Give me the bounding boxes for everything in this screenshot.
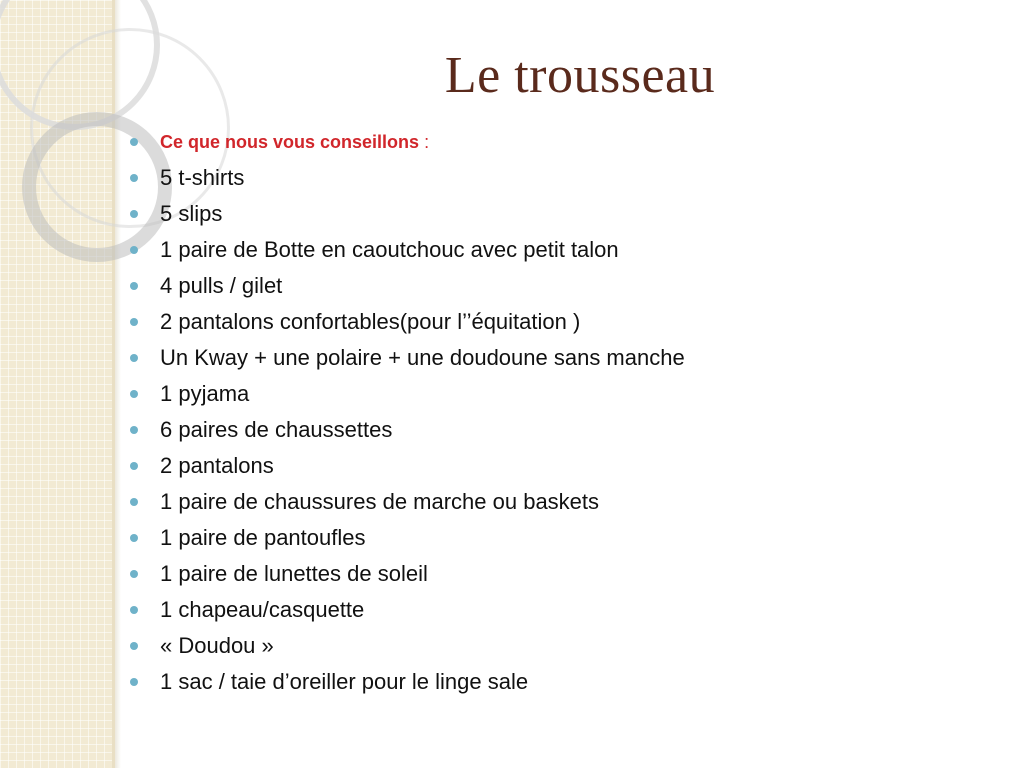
list-item bbox=[130, 448, 990, 484]
intro-item bbox=[130, 124, 990, 160]
list-item bbox=[130, 664, 990, 700]
list-item bbox=[130, 376, 990, 412]
list-item bbox=[130, 196, 990, 232]
list-item-text: 1 paire de chaussures de marche ou baskets bbox=[160, 489, 600, 514]
list-item-text: 1 paire de lunettes de soleil bbox=[160, 561, 428, 586]
bullet-icon bbox=[130, 138, 138, 146]
intro-label: Ce que nous vous conseillons bbox=[160, 132, 420, 152]
bullet-icon bbox=[130, 678, 138, 686]
bullet-icon bbox=[130, 210, 138, 218]
list-item-text: Un Kway + une polaire + une doudoune sans manche bbox=[160, 345, 685, 370]
list-item-text: 1 paire de pantoufles bbox=[160, 525, 366, 550]
intro-suffix: : bbox=[419, 132, 430, 152]
bullet-icon bbox=[130, 246, 138, 254]
list-item-text: 5 t-shirts bbox=[160, 165, 245, 190]
bullet-icon bbox=[130, 174, 138, 182]
bullet-icon bbox=[130, 534, 138, 542]
list-item-text: « Doudou » bbox=[160, 633, 274, 658]
list-item-text: 1 pyjama bbox=[160, 381, 250, 406]
list-item bbox=[130, 484, 990, 520]
bullet-icon bbox=[130, 426, 138, 434]
bullet-icon bbox=[130, 462, 138, 470]
list-item bbox=[130, 412, 990, 448]
list-item-text: 5 slips bbox=[160, 201, 223, 226]
bullet-icon bbox=[130, 570, 138, 578]
bullet-icon bbox=[130, 498, 138, 506]
list-item-text: 6 paires de chaussettes bbox=[160, 417, 393, 442]
bullet-icon bbox=[130, 606, 138, 614]
list-item bbox=[130, 628, 990, 664]
list-item bbox=[130, 520, 990, 556]
list-item-text: 1 sac / taie d’oreiller pour le linge sale bbox=[160, 669, 529, 694]
bullet-icon bbox=[130, 282, 138, 290]
bullet-icon bbox=[130, 390, 138, 398]
bullet-icon bbox=[130, 354, 138, 362]
list-item-text: 4 pulls / gilet bbox=[160, 273, 283, 298]
bullet-list bbox=[130, 124, 990, 700]
list-item bbox=[130, 340, 990, 376]
list-item-text: 1 paire de Botte en caoutchouc avec petit talon bbox=[160, 237, 619, 262]
bullet-icon bbox=[130, 318, 138, 326]
list-item bbox=[130, 232, 990, 268]
bullet-icon bbox=[130, 642, 138, 650]
list-item-text: 2 pantalons bbox=[160, 453, 274, 478]
list-item bbox=[130, 304, 990, 340]
list-item-text: 2 pantalons confortables(pour l’’équitation ) bbox=[160, 309, 581, 334]
list-item bbox=[130, 556, 990, 592]
list-item bbox=[130, 268, 990, 304]
slide-title: Le trousseau bbox=[444, 47, 716, 104]
list-item bbox=[130, 592, 990, 628]
list-item bbox=[130, 160, 990, 196]
list-item-text: 1 chapeau/casquette bbox=[160, 597, 365, 622]
